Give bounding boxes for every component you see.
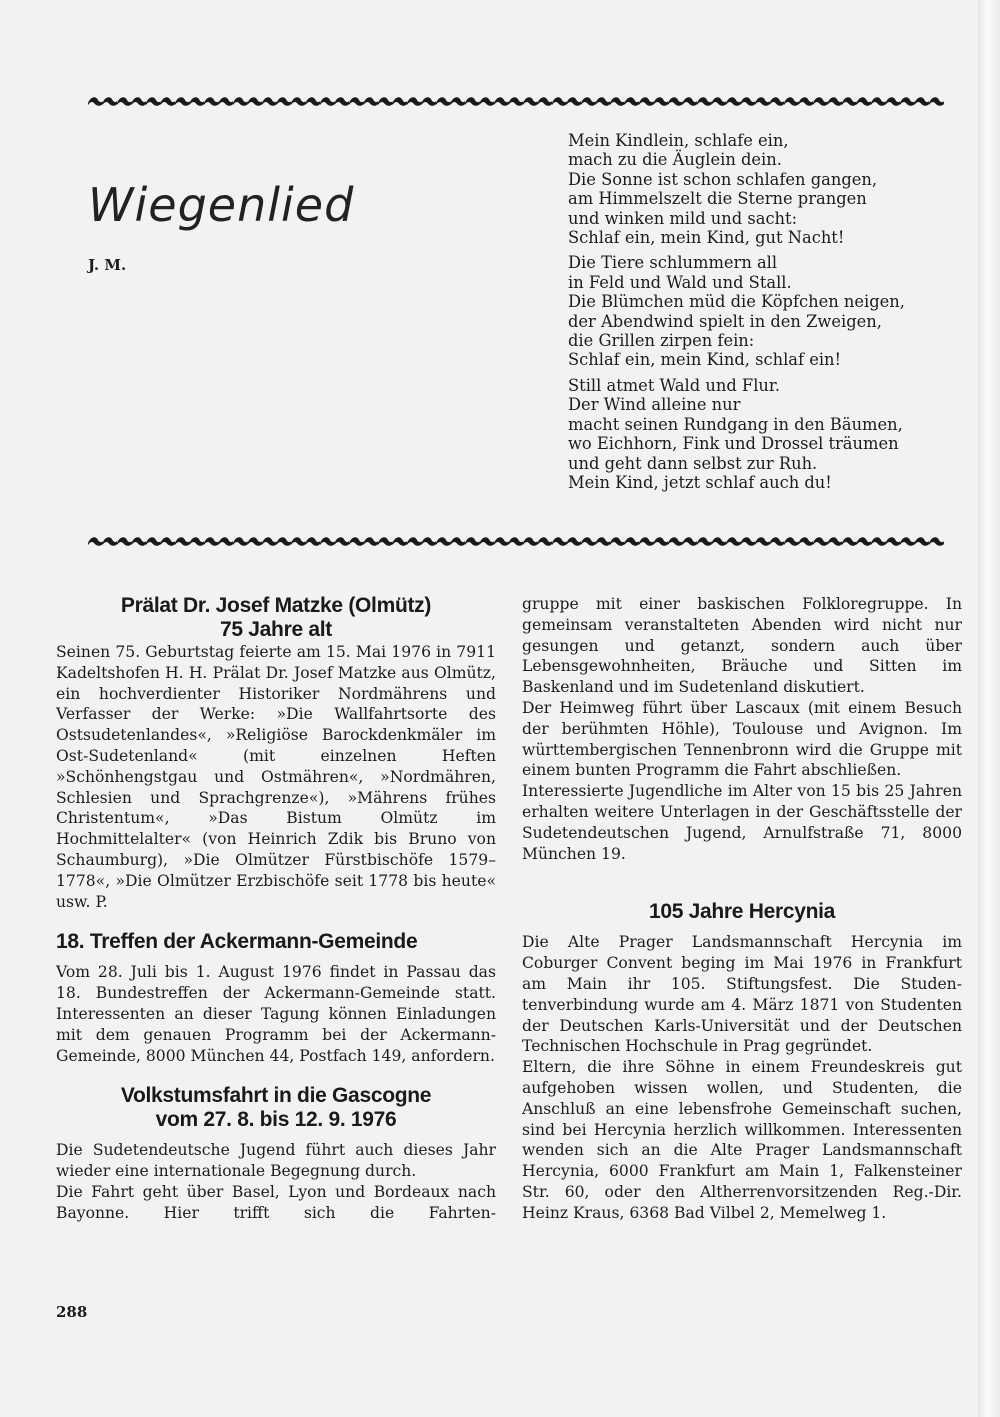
right-column xyxy=(522,594,962,1224)
poem-line: der Abendwind spielt in den Zweigen, xyxy=(568,311,882,331)
article-ackermann xyxy=(56,930,496,1066)
headline-line: 75 Jahre alt xyxy=(220,618,332,641)
article-paragraph: Vom 28. Juli bis 1. August 1976 findet in Passau das 18. Bundestreffen der Ackermann-Gemeinde statt. Interessenten an dieser Tagung können Einladungen mit dem genauen Programm bei der Ackermann-Gemeinde, 8000 München 44, Postfach 149, anfordern. xyxy=(56,963,496,1065)
article-gascogne-continued xyxy=(522,594,962,864)
page-number: 288 xyxy=(56,1303,88,1321)
poem-line: und geht dann selbst zur Ruh. xyxy=(568,453,818,473)
article-paragraph: Die Sudetendeutsche Jugend führt auch dieses Jahr wieder eine internationale Begegnung durch. xyxy=(56,1141,496,1181)
poem-line: macht seinen Rundgang in den Bäumen, xyxy=(568,414,903,434)
headline-line: Volkstumsfahrt in die Gascogne xyxy=(120,1084,432,1108)
poem-stanza xyxy=(568,376,948,492)
poem-line: Die Tiere schlummern all xyxy=(568,253,778,273)
poem-line: Schlaf ein, mein Kind, gut Nacht! xyxy=(568,228,845,248)
headline-line: Prälat Dr. Josef Matzke (Olmütz) xyxy=(120,594,432,617)
article-paragraph: Die Alte Prager Landsmannschaft Hercynia im Coburger Convent beging im Mai 1976 in Frankfurt am Main ihr 105. Stiftungsfest. Die Studentenverbindung wurde am 4. März 1871 von Studenten der Deutschen Karls-Universität und der Deutschen Technischen Hochschule in Prag gegründet. xyxy=(522,933,962,1056)
article-paragraph: Der Heimweg führt über Lascaux (mit einem Besuch der berühmten Höhle), Toulouse und Avignon. Im württembergischen Tennenbronn wird die Gruppe mit einem bunten Programm die Fahrt abschließen. xyxy=(522,698,962,780)
article-headline: 105 Jahre Hercynia xyxy=(648,900,836,924)
article-gascogne-start xyxy=(56,1084,496,1223)
decorative-wave-border-top xyxy=(88,94,944,108)
poem-line: Die Blümchen müd die Köpfchen neigen, xyxy=(568,292,905,312)
poem-line: Die Sonne ist schon schlafen gangen, xyxy=(568,169,878,189)
poem-line: Mein Kind, jetzt schlaf auch du! xyxy=(568,472,832,492)
poem-stanza xyxy=(568,131,948,247)
poem-line: am Himmelszelt die Sterne prangen xyxy=(568,189,867,209)
poem-line: Mein Kindlein, schlafe ein, xyxy=(568,131,789,150)
poem-stanza xyxy=(568,253,948,369)
article-headline xyxy=(56,1084,496,1132)
poem-line: mach zu die Äuglein dein. xyxy=(568,150,782,170)
article-paragraph: Eltern, die ihre Söhne in einem Freundeskreis gut aufgehoben wissen wollen, und Studenten, die Anschluß an eine lebensfrohe Gemeinschaft suchen, sind bei Hercynia herzlich willkommen. Interessenten wenden sich an die Alte Prager Landsmannschaft Hercynia, 6000 Frankfurt am Main 1, Falkensteiner Str. 60, oder den Altherrenvorsitzenden Reg.-Dir. Heinz Kraus, 6368 Bad Vilbel 2, Memelweg 1. xyxy=(522,1058,962,1222)
article-paragraph: Seinen 75. Geburtstag feierte am 15. Mai 1976 in 7911 Kadeltshofen H. H. Prälat Dr. Josef Matzke aus Olmütz, ein hochverdienter Historiker Nordmährens und Verfasser der Werke: »Die Wallfahrtsorte des Ostsudetenlandes«, »Religiöse Barockdenkmäler im Ost-Sudetenland« (mit einzelnen Heften »Schönhengstgau und Ostmähren«, »Nordmähren, Schlesien und Sprachgrenze«), »Mährens frühes Christentum«, »Das Bistum Olmütz im Hochmittelalter« (von Heinrich Zdik bis Bruno von Schaumburg), »Die Olmützer Fürstbischöfe 1579–1778«, »Die Olmützer Erzbischöfe seit 1778 bis heute« usw. P. xyxy=(56,643,496,911)
poem-author: J. M. xyxy=(88,256,127,274)
decorative-wave-border-bottom xyxy=(88,534,944,548)
poem-line: und winken mild und sacht: xyxy=(568,208,798,228)
page-edge-shadow xyxy=(978,0,1000,1417)
article-paragraph: Die Fahrt geht über Basel, Lyon und Bordeaux nach Bayonne. Hier trifft sich die Fahrten- xyxy=(56,1182,496,1222)
poem-line: in Feld und Wald und Stall. xyxy=(568,272,792,292)
article-headline xyxy=(56,594,496,642)
poem-line: Still atmet Wald und Flur. xyxy=(568,375,781,395)
article-paragraph: Interessierte Jugendliche im Alter von 15 bis 25 Jahren erhalten weitere Unterlagen in der Geschäftsstelle der Sudetendeutschen Jugend, Arnulfstraße 71, 8000 München 19. xyxy=(522,782,962,863)
poem-line: Der Wind alleine nur xyxy=(568,395,741,415)
left-column xyxy=(56,594,496,1224)
article-headline: 18. Treffen der Ackermann-Gemeinde xyxy=(56,930,418,954)
poem-line: wo Eichhorn, Fink und Drossel träumen xyxy=(568,434,899,454)
poem-body xyxy=(568,131,948,498)
article-paragraph: gruppe mit einer baskischen Folkloregruppe. In gemeinsam veranstalteten Abenden wird nicht nur gesungen und getanzt, sondern auch über Lebensgewohnheiten, Bräuche und Sitten im Baskenland und im Sudetenland diskutiert. xyxy=(522,595,962,697)
poem-title: Wiegenlied xyxy=(88,178,355,232)
article-hercynia xyxy=(522,900,962,1223)
poem-line: Schlaf ein, mein Kind, schlaf ein! xyxy=(568,350,842,370)
article-matzke xyxy=(56,594,496,912)
poem-line: die Grillen zirpen fein: xyxy=(568,331,755,351)
headline-line: vom 27. 8. bis 12. 9. 1976 xyxy=(155,1108,397,1132)
